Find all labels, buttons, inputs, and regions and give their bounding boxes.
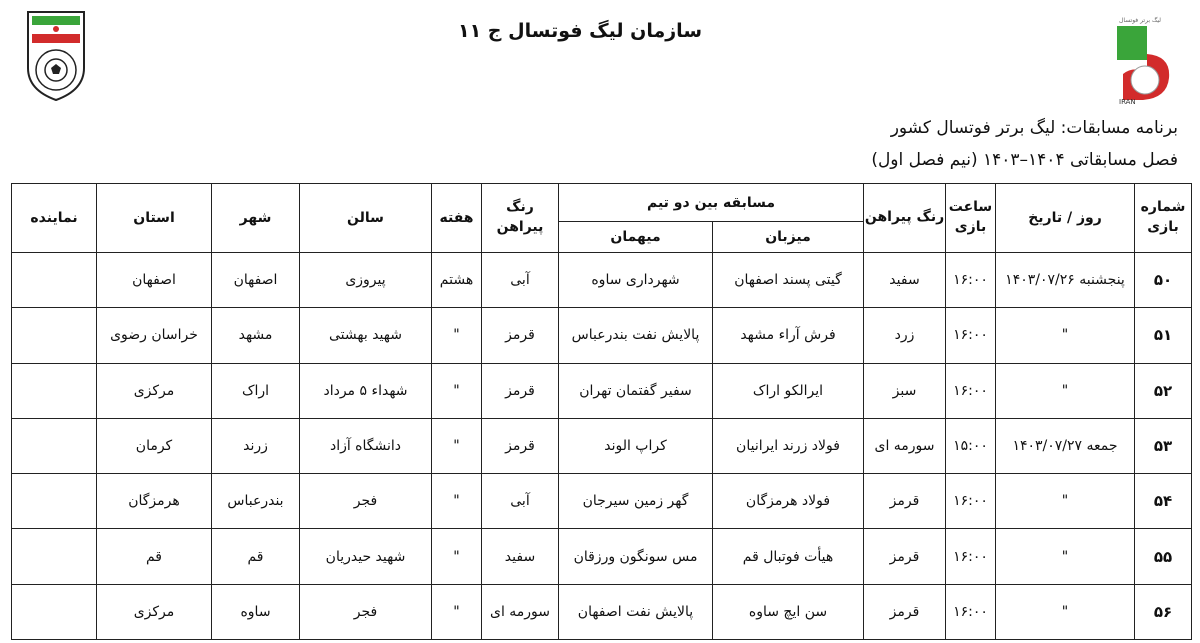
header-city: شهر xyxy=(212,184,300,253)
host-team: فولاد هرمزگان xyxy=(713,474,864,529)
guest-shirt-color: سورمه ای xyxy=(482,584,559,639)
host-team: سن ایچ ساوه xyxy=(713,584,864,639)
home-shirt-color: سورمه ای xyxy=(864,418,946,473)
province: مرکزی xyxy=(97,363,212,418)
org-title: سازمان لیگ فوتسال ج ۱۱ xyxy=(457,20,702,42)
header-representative: نماینده xyxy=(12,184,97,253)
home-shirt-color: قرمز xyxy=(864,584,946,639)
home-shirt-color: زرد xyxy=(864,308,946,363)
match-no: ۵۶ xyxy=(1135,584,1192,639)
home-shirt-color: سفید xyxy=(864,253,946,308)
home-shirt-color: قرمز xyxy=(864,529,946,584)
representative xyxy=(12,584,97,639)
city: زرند xyxy=(212,418,300,473)
week: " xyxy=(432,308,482,363)
hall: فجر xyxy=(300,474,432,529)
week: " xyxy=(432,584,482,639)
guest-team: مس سونگون ورزقان xyxy=(559,529,713,584)
ffiri-logo xyxy=(22,8,90,103)
futsal-league-logo xyxy=(1113,14,1175,106)
city: اصفهان xyxy=(212,253,300,308)
header-hall: سالن xyxy=(300,184,432,253)
time: ۱۶:۰۰ xyxy=(946,584,996,639)
table-row xyxy=(12,308,1192,363)
representative xyxy=(12,253,97,308)
guest-team: پالایش نفت اصفهان xyxy=(559,584,713,639)
province: خراسان رضوی xyxy=(97,308,212,363)
hall: شهید بهشتی xyxy=(300,308,432,363)
time: ۱۶:۰۰ xyxy=(946,529,996,584)
week: " xyxy=(432,474,482,529)
province: اصفهان xyxy=(97,253,212,308)
home-shirt-color: قرمز xyxy=(864,474,946,529)
hall: دانشگاه آزاد xyxy=(300,418,432,473)
time: ۱۵:۰۰ xyxy=(946,418,996,473)
home-shirt-color: سبز xyxy=(864,363,946,418)
time: ۱۶:۰۰ xyxy=(946,253,996,308)
guest-shirt-color: قرمز xyxy=(482,418,559,473)
time: ۱۶:۰۰ xyxy=(946,363,996,418)
city: ساوه xyxy=(212,584,300,639)
guest-shirt-color: قرمز xyxy=(482,308,559,363)
guest-team: سفیر گفتمان تهران xyxy=(559,363,713,418)
match-no: ۵۵ xyxy=(1135,529,1192,584)
city: بندرعباس xyxy=(212,474,300,529)
time: ۱۶:۰۰ xyxy=(946,308,996,363)
province: مرکزی xyxy=(97,584,212,639)
hall: فجر xyxy=(300,584,432,639)
week: " xyxy=(432,363,482,418)
guest-shirt-color: آبی xyxy=(482,253,559,308)
hall: پیروزی xyxy=(300,253,432,308)
host-team: گیتی پسند اصفهان xyxy=(713,253,864,308)
guest-shirt-color: قرمز xyxy=(482,363,559,418)
program-line: برنامه مسابقات: لیگ برتر فوتسال کشور xyxy=(890,118,1178,138)
guest-team: شهرداری ساوه xyxy=(559,253,713,308)
header-host: میزبان xyxy=(713,222,864,253)
match-no: ۵۳ xyxy=(1135,418,1192,473)
svg-text:IRAN: IRAN xyxy=(1119,98,1136,106)
day-date: " xyxy=(996,474,1135,529)
representative xyxy=(12,363,97,418)
table-row xyxy=(12,474,1192,529)
host-team: هیأت فوتبال قم xyxy=(713,529,864,584)
day-date: " xyxy=(996,363,1135,418)
match-no: ۵۱ xyxy=(1135,308,1192,363)
representative xyxy=(12,529,97,584)
header-shirt-color-home: رنگ پیراهن xyxy=(864,184,946,253)
hall: شهداء ۵ مرداد xyxy=(300,363,432,418)
representative xyxy=(12,418,97,473)
table-row xyxy=(12,253,1192,308)
guest-team: گهر زمین سیرجان xyxy=(559,474,713,529)
table-row xyxy=(12,363,1192,418)
header-time: ساعت بازی xyxy=(946,184,996,253)
header-match-between: مسابقه بین دو تیم xyxy=(559,184,864,222)
city: قم xyxy=(212,529,300,584)
season-line: فصل مسابقاتی ۱۴۰۴–۱۴۰۳ (نیم فصل اول) xyxy=(871,150,1178,170)
header-province: استان xyxy=(97,184,212,253)
representative xyxy=(12,474,97,529)
day-date: " xyxy=(996,584,1135,639)
header-match-no: شماره بازی xyxy=(1135,184,1192,253)
city: اراک xyxy=(212,363,300,418)
week: " xyxy=(432,418,482,473)
city: مشهد xyxy=(212,308,300,363)
time: ۱۶:۰۰ xyxy=(946,474,996,529)
hall: شهید حیدریان xyxy=(300,529,432,584)
match-no: ۵۰ xyxy=(1135,253,1192,308)
header-guest: میهمان xyxy=(559,222,713,253)
representative xyxy=(12,308,97,363)
day-date: پنجشنبه ۱۴۰۳/۰۷/۲۶ xyxy=(996,253,1135,308)
host-team: فرش آراء مشهد xyxy=(713,308,864,363)
schedule-table xyxy=(11,183,1192,640)
match-no: ۵۴ xyxy=(1135,474,1192,529)
host-team: ایرالکو اراک xyxy=(713,363,864,418)
province: کرمان xyxy=(97,418,212,473)
svg-text:لیگ برتر فوتسال: لیگ برتر فوتسال xyxy=(1119,17,1161,24)
day-date: " xyxy=(996,308,1135,363)
guest-team: کراپ الوند xyxy=(559,418,713,473)
table-row xyxy=(12,418,1192,473)
week: هشتم xyxy=(432,253,482,308)
header-day-date: روز / تاریخ xyxy=(996,184,1135,253)
guest-shirt-color: آبی xyxy=(482,474,559,529)
host-team: فولاد زرند ایرانیان xyxy=(713,418,864,473)
match-no: ۵۲ xyxy=(1135,363,1192,418)
guest-team: پالایش نفت بندرعباس xyxy=(559,308,713,363)
province: قم xyxy=(97,529,212,584)
header-shirt-color-guest: رنگ پیراهن xyxy=(482,184,559,253)
table-row xyxy=(12,529,1192,584)
header-week: هفته xyxy=(432,184,482,253)
week: " xyxy=(432,529,482,584)
province: هرمزگان xyxy=(97,474,212,529)
table-row xyxy=(12,584,1192,639)
day-date: جمعه ۱۴۰۳/۰۷/۲۷ xyxy=(996,418,1135,473)
day-date: " xyxy=(996,529,1135,584)
guest-shirt-color: سفید xyxy=(482,529,559,584)
